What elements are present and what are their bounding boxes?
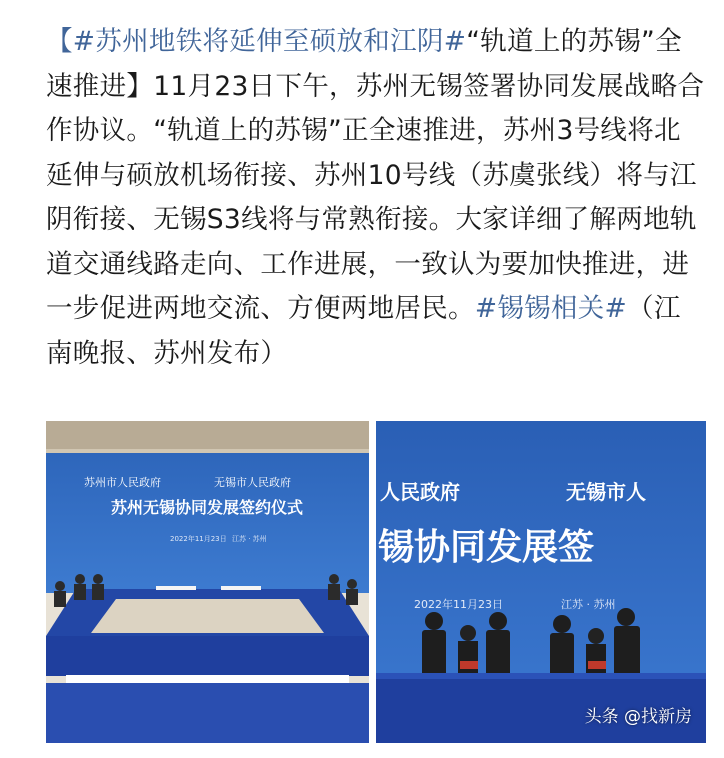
- banner-place: 江苏 · 苏州: [232, 535, 267, 543]
- banner-gov-suzhou: 人民政府: [380, 480, 460, 504]
- banner-gov-suzhou: 苏州市人民政府: [84, 476, 161, 489]
- post-source-text: （江南晚报、苏州发布）: [46, 293, 681, 369]
- signing-ceremony-illustration: [376, 421, 706, 743]
- banner-date: 2022年11月23日: [170, 535, 227, 543]
- hashtag-link-metro[interactable]: 【#苏州地铁将延伸至硕放和江阴#: [46, 26, 467, 57]
- banner-title: 锡协同发展签: [378, 527, 595, 568]
- post-text: [46, 20, 706, 376]
- hashtag-link-xixi[interactable]: #锡锡相关#: [474, 293, 628, 324]
- post-body-text: “轨道上的苏锡”全速推进】11月23日下午，苏州无锡签署协同发展战略合作协议。“轨道上的苏锡”正全速推进，苏州3号线将北延伸与硕放机场衔接、苏州10号线（苏虞张线）将与江阴衔接、无锡S3线将与常熟衔接。大家详细了解两地轨道交通线路走向、工作进展，一致认为要加快推进，进一步促进两地交流、方便两地居民。: [46, 26, 705, 324]
- banner-gov-wuxi: 无锡市人: [566, 480, 646, 504]
- signing-hall-illustration: [46, 421, 369, 743]
- photo-signing-ceremony[interactable]: [376, 421, 706, 743]
- photo-grid: [46, 421, 706, 743]
- watermark-toutiao: 头条 @找新房: [584, 707, 692, 727]
- post-content: [46, 20, 706, 376]
- banner-place: 江苏 · 苏州: [561, 598, 616, 611]
- photo-signing-hall[interactable]: [46, 421, 369, 743]
- banner-title: 苏州无锡协同发展签约仪式: [110, 498, 304, 517]
- banner-gov-wuxi: 无锡市人民政府: [214, 476, 291, 489]
- banner-date: 2022年11月23日: [414, 598, 503, 611]
